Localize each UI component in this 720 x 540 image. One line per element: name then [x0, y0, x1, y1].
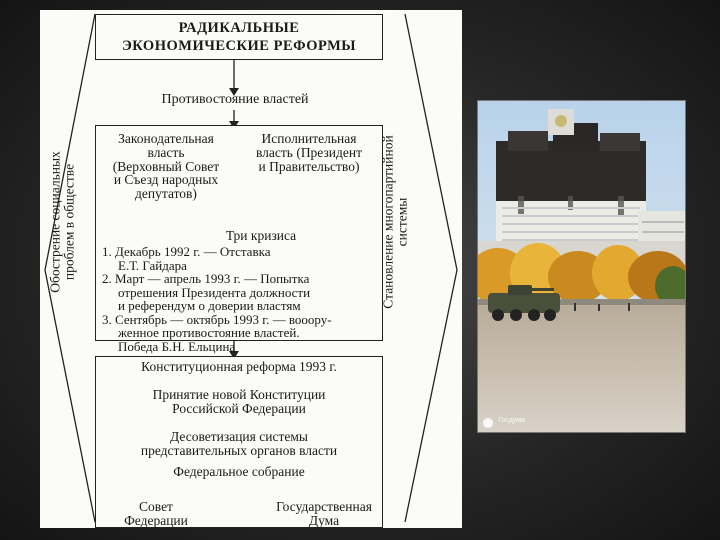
emblem-icon — [483, 418, 493, 428]
constitution-adoption: Принятие новой Конституции Российской Федерации — [152, 387, 326, 416]
federation-council: Совет Федерации — [124, 499, 188, 528]
legislative-branch: Законодательная власть (Верховный Совет и Съезд народных депутатов) — [112, 131, 220, 202]
photo-illustration — [478, 101, 686, 433]
state-duma: Государственная Дума — [276, 499, 372, 528]
photo-caption: Госдума — [498, 417, 525, 424]
desovetization: Десоветизация системы представительных органов власти — [140, 429, 338, 458]
title-line-1: РАДИКАЛЬНЫЕ — [178, 20, 300, 36]
reform-title: Конституционная реформа 1993 г. — [141, 359, 337, 374]
reform-box — [95, 356, 383, 528]
federal-assembly: Федеральное собрание — [173, 464, 305, 479]
diagram-sheet: РАДИКАЛЬНЫЕ ЭКОНОМИЧЕСКИЕ РЕФОРМЫ Противостояние властей Законодательная власть (Верховный Совет и Съезд народных депутатов) Исполнительная власть (Президент и Правительство) Три кризиса 1. Декабрь 1992 г. — Отставка Е.Т. Гайдара 2. Март — апрель 1993 г. — Попытка отрешения Президента должности и референдум о доверии властям 3. Сентябрь — октябрь 1993 г. — вооору- женное противостояние властей. Победа Б.Н. Ельцина Конституционная реформа 1993 г. Принятие новой Конституции Российской Федерации Десоветизация системы представительных органов власти Федеральное собрание Совет Федерации Государственная Дума Обострение социальных проблем в обществе Становление многопартийной системы — [40, 10, 462, 528]
white-house-photo — [477, 100, 686, 433]
executive-branch: Исполнительная власть (Президент и Правительство) — [255, 131, 363, 174]
confrontation-label: Противостояние властей — [161, 92, 309, 107]
title-line-2: ЭКОНОМИЧЕСКИЕ РЕФОРМЫ — [121, 38, 357, 54]
crises-box — [95, 125, 383, 354]
title-box — [95, 14, 383, 60]
crises-title: Три кризиса — [225, 228, 297, 243]
crises-list: 1. Декабрь 1992 г. — Отставка Е.Т. Гайдара 2. Март — апрель 1993 г. — Попытка отрешения Президента должности и референдум о доверии властям 3. Сентябрь — октябрь 1993 г. — вооору- женное противостояние властей. Победа Б.Н. Ельцина — [102, 244, 332, 354]
